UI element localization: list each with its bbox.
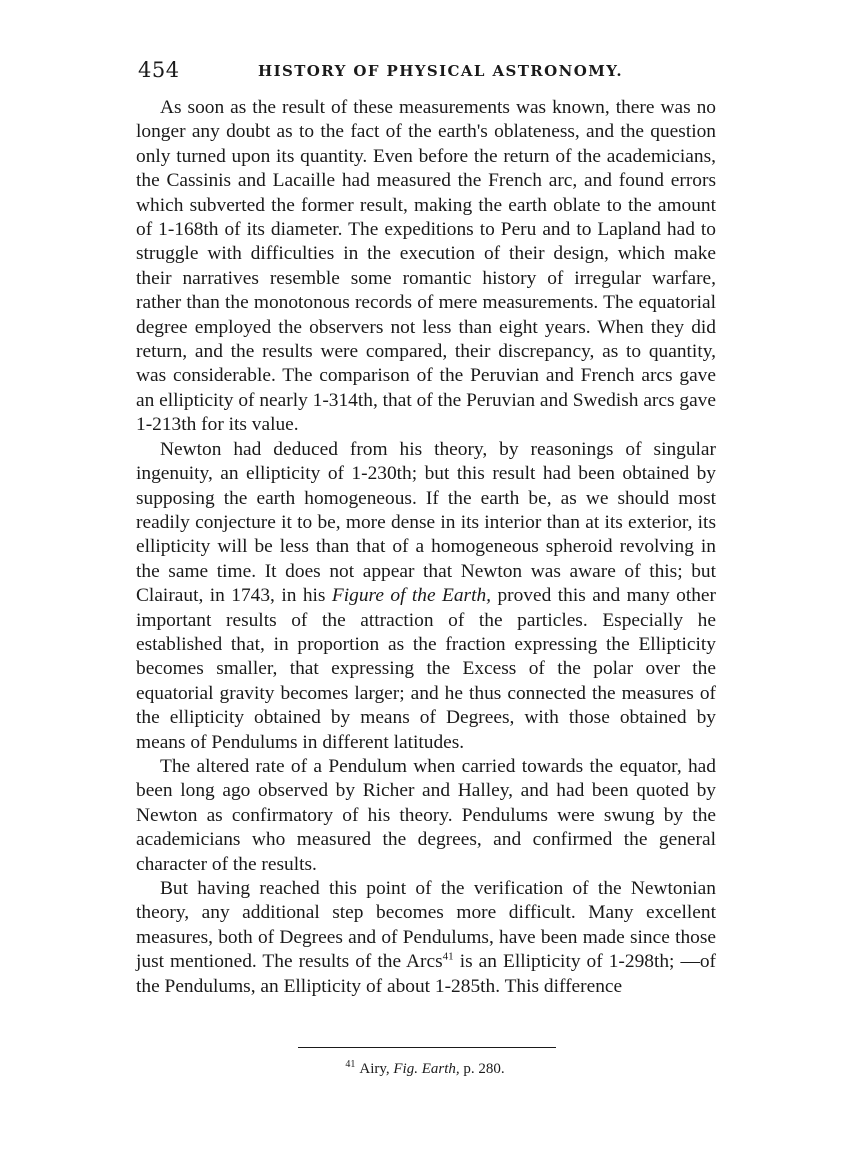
book-title-figure-of-the-earth: Figure of the Earth,: [331, 585, 492, 607]
page-number: 454: [138, 58, 180, 82]
paragraph-1: As soon as the result of these measurements was known, there was no longer any doubt as to the fact of the earth's oblateness, and the question only turned upon its quantity. Even before the return of the academicians, the Cassinis and Lacaille had measured the French arc, and found errors which subverted the former result, making the earth oblate to the amount of 1-168th of its diameter. The expeditions to Peru and to Lapland had to struggle with difficulties in the execution of their design, which make their narratives resemble some romantic history of irregular warfare, rather than the monotonous records of mere measurements. The equatorial degree employed the observers not less than eight years. When they did return, and the results were compared, their discrepancy, as to quantity, was considerable. The comparison of the Peruvian and French arcs gave an ellipticity of nearly 1-314th, that of the Peruvian and Swedish arcs gave 1-213th for its value.: [136, 97, 716, 436]
paragraph-2-text-b: proved this and many other important results of the attraction of the particles. Especially he established that, in proportion as the fraction expressing the Ellipticity becomes smaller, that expressing the Excess of the polar over the equatorial gravity becomes larger; and he thus connected the measures of the ellipticity obtained by means of Degrees, with those obtained by means of Pendulums in different latitudes.: [136, 585, 716, 753]
running-head: [138, 58, 718, 88]
paragraph-3: The altered rate of a Pendulum when carried towards the equator, had been long ago observed by Richer and Halley, and had been quoted by Newton as confirmatory of his theory. Pendulums were swung by the academicians who measured the degrees, and confirmed the general character of the results.: [136, 755, 716, 875]
footnote-rule: [298, 1047, 556, 1048]
paragraph-4-text-a: But having reached this point of the verification of the Newtonian theory, any additional step becomes more difficult. Many excellent measures, both of Degrees and of Pendulums, have been made since those just mentioned. The results of the Arcs: [136, 878, 716, 973]
footnote: [0, 1061, 850, 1078]
footnote-page: p. 280.: [463, 1061, 505, 1077]
paragraph-2: [136, 438, 716, 755]
paragraph-4-text-b: is an Ellipticity of 1-298th; —of the Pendulums, an Ellipticity of about 1-285th. This difference: [136, 951, 717, 997]
footnote-author: Airy,: [359, 1061, 390, 1077]
paragraph-4: [136, 877, 716, 999]
running-title: HISTORY OF PHYSICAL ASTRONOMY.: [258, 62, 624, 80]
footnote-reference: 41: [442, 950, 454, 963]
body-text: [136, 96, 716, 999]
footnote-title: Fig. Earth,: [393, 1061, 460, 1077]
paragraph-2-text-a: Newton had deduced from his theory, by reasonings of singular ingenuity, an ellipticity of 1-230th; but this result had been obtained by supposing the earth homogeneous. If the earth be, as we should most readily conjecture it to be, more dense in its interior than at its exterior, its ellipticity will be less than that of a homogeneous spheroid revolving in the same time. It does not appear that Newton was aware of this; but Clairaut, in 1743, in his: [136, 438, 716, 607]
footnote-mark: 41: [345, 1059, 356, 1070]
